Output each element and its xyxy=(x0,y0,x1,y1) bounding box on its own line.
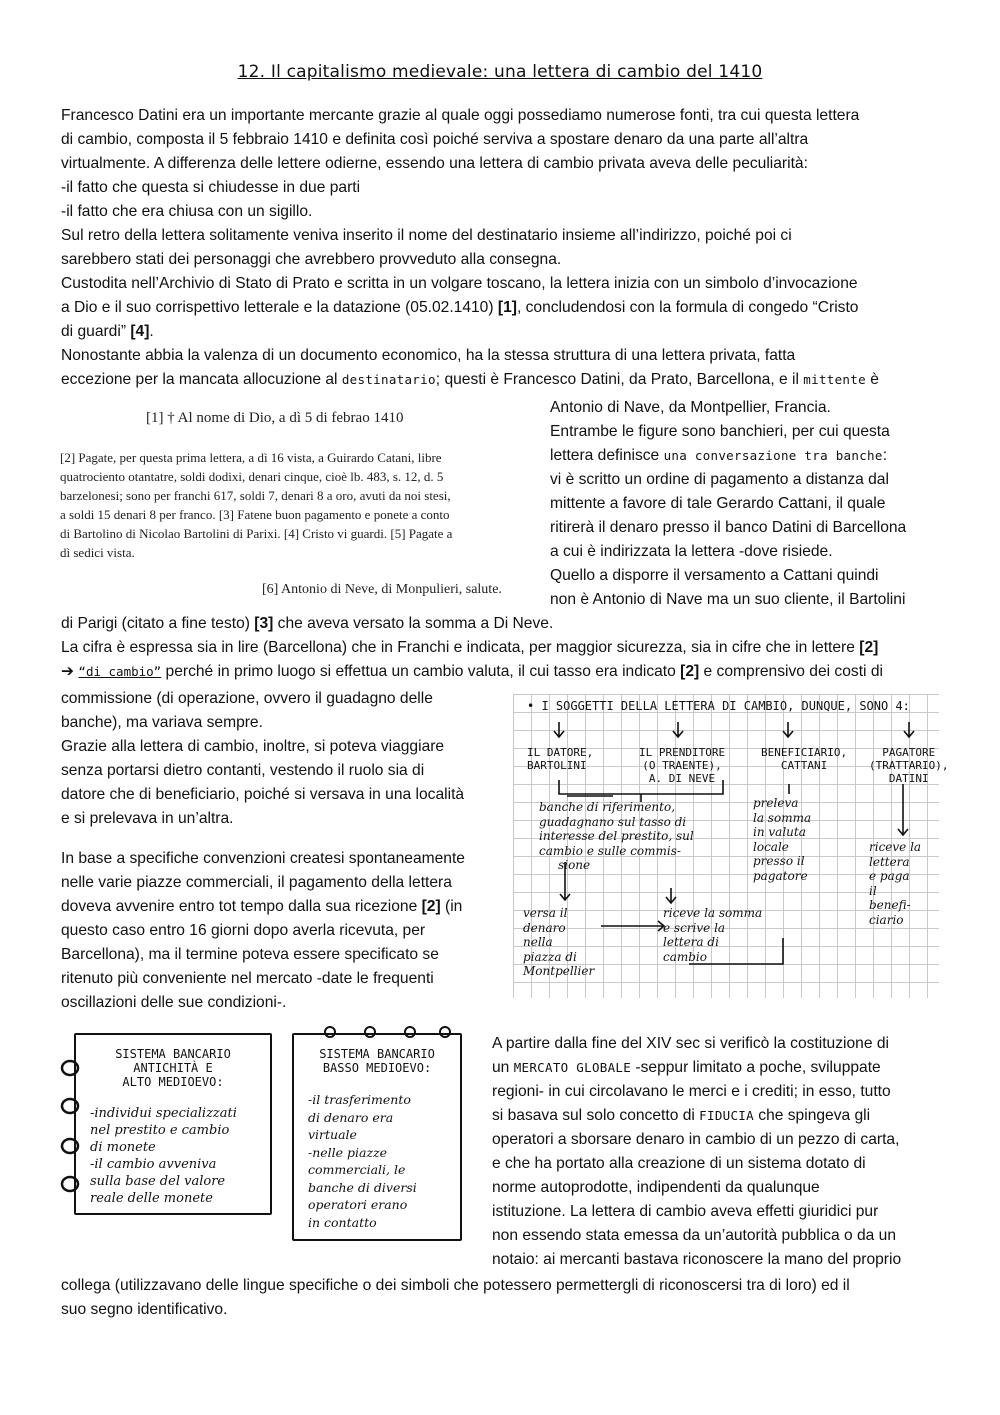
text-line: questo caso entro 16 giorni dopo averla ricevuta, per xyxy=(61,922,426,939)
text-line: istituzione. La lettera di cambio aveva effetti giuridici pur xyxy=(492,1203,879,1220)
notes-beneficiario: BENEFICIARIO, CATTANI xyxy=(761,746,848,772)
notes-riceve-somma: riceve la somma e scrive la lettera di cambio xyxy=(663,906,763,964)
card-title: SISTEMA BANCARIO ANTICHITÀ E ALTO MEDIOEVO: xyxy=(115,1047,231,1089)
text-line: suo segno identificativo. xyxy=(61,1301,228,1318)
text-line: regioni- in cui circolavano le merci e i crediti; in esso, tutto xyxy=(492,1083,891,1100)
notes-banche: banche di riferimento, guadagnano sul tasso di interesse del prestito, sul cambio e sulle commis- sione xyxy=(539,800,694,872)
text-line: Custodita nell’Archivio di Stato di Prato e scritta in un volgare toscano, la lettera inizia con un simbolo d’invocazione xyxy=(61,275,858,292)
card-alto-medioevo xyxy=(74,1033,272,1215)
excerpt-line: barzelonesi; sono per franchi 617, soldi 7, denari 8 a oro, avuti da noi stesi, xyxy=(60,488,451,503)
text-line xyxy=(61,662,883,682)
text-line xyxy=(492,1058,881,1078)
text-line: Barcellona), ma il termine poteva essere specificato se xyxy=(61,946,439,963)
text-line: virtualmente. A differenza delle lettere odierne, essendo una lettera di cambio privata aveva delle peculiarità: xyxy=(61,155,808,172)
excerpt-line: a soldi 15 denari 8 per franco. [3] Fatene buon pagamento e ponete a conto xyxy=(60,507,450,522)
notes-preleva: preleva la somma in valuta locale presso il pagatore xyxy=(753,796,812,883)
text-line: banche), ma variava sempre. xyxy=(61,714,263,731)
text-line: doveva avvenire entro tot tempo dalla sua ricezione [2] (in xyxy=(61,898,463,915)
text-line xyxy=(61,370,879,390)
excerpt-line: dì sedici vista. xyxy=(60,545,135,560)
text-line: Antonio di Nave, da Montpellier, Francia. xyxy=(550,399,831,416)
text-line: di Parigi (citato a fine testo) [3] che aveva versato la somma a Di Neve. xyxy=(61,615,554,632)
spiral-rings-icon xyxy=(58,1054,88,1204)
card-title: SISTEMA BANCARIO BASSO MEDIOEVO: xyxy=(319,1047,435,1075)
text-span: perché in primo luogo si effettua un cambio valuta, il cui tasso era indicato [2] e comprensivo dei costi di xyxy=(161,663,883,680)
text-span: si basava sul solo concetto di xyxy=(492,1107,700,1124)
card-line: nel prestito e cambio xyxy=(90,1123,230,1138)
excerpt-line: di Bartolino di Nicolao Bartolini di Parixi. [4] Cristo vi guardi. [5] Pagate a xyxy=(60,526,453,541)
text-line: Nonostante abbia la valenza di un documento economico, ha la stessa struttura di una lettera privata, fatta xyxy=(61,347,796,364)
handwritten-word: destinatario xyxy=(341,372,436,387)
notes-datore: IL DATORE, BARTOLINI xyxy=(527,746,594,772)
text-line xyxy=(492,1106,870,1126)
card-line: in contatto xyxy=(308,1214,377,1230)
text-line: ritirerà il denaro presso il banco Datini di Barcellona xyxy=(550,519,907,536)
text-line: commissione (di operazione, ovvero il guadagno delle xyxy=(61,690,433,707)
text-span: lettera definisce xyxy=(550,447,664,464)
card-line: -nelle piazze xyxy=(308,1144,388,1160)
card-line: -il cambio avveniva xyxy=(90,1157,217,1172)
text-line: vi è scritto un ordine di pagamento a distanza dal xyxy=(550,471,889,488)
letter-excerpt-image xyxy=(60,400,522,610)
text-line: A partire dalla fine del XIV sec si verificò la costituzione di xyxy=(492,1035,889,1052)
card-line: di monete xyxy=(90,1140,156,1155)
excerpt-line: [2] Pagate, per questa prima lettera, a dì 16 vista, a Guirardo Catani, libre xyxy=(60,450,442,465)
text-span: è xyxy=(865,371,879,388)
card-line: di denaro era xyxy=(308,1109,394,1125)
text-line: sarebbero stati dei personaggi che avrebbero provveduto alla consegna. xyxy=(61,251,562,268)
text-line: datore che di beneficiario, poiché si versava in una località xyxy=(61,786,465,803)
card-basso-medioevo xyxy=(292,1033,462,1241)
handwritten-phrase: “di cambio” xyxy=(78,664,162,679)
text-line: notaio: ai mercanti bastava riconoscere la mano del proprio xyxy=(492,1251,902,1268)
excerpt-line: [1] † Al nome di Dio, a dì 5 di febrao 1410 xyxy=(146,410,404,426)
spiral-rings-icon xyxy=(300,1025,470,1039)
handwritten-phrase: MERCATO GLOBALE xyxy=(513,1060,632,1075)
text-line: a Dio e il suo corrispettivo letterale e la datazione (05.02.1410) [1], concludendosi con la formula di congedo “Cristo xyxy=(61,299,859,316)
handwritten-word: mittente xyxy=(803,372,866,387)
card-body xyxy=(90,1105,237,1207)
handwritten-notes-diagram xyxy=(513,694,949,998)
card-line: reale delle monete xyxy=(90,1191,213,1206)
text-line xyxy=(550,446,887,466)
text-line: norme autoprodotte, indipendenti da qualunque xyxy=(492,1179,820,1196)
card-body xyxy=(308,1091,417,1231)
text-line: non è Antonio di Nave ma un suo cliente, il Bartolini xyxy=(550,591,906,608)
text-line: Entrambe le figure sono banchieri, per cui questa xyxy=(550,423,890,440)
card-line: virtuale xyxy=(308,1127,357,1142)
text-line: In base a specifiche convenzioni createsi spontaneamente xyxy=(61,850,465,867)
card-line: sulla base del valore xyxy=(90,1174,226,1189)
text-span: che spingeva gli xyxy=(753,1107,871,1124)
excerpt-line: quatrociento otantatre, soldi dodixi, denari cinque, cioè lb. 483, s. 12, d. 5 xyxy=(60,469,444,484)
text-span: : xyxy=(882,447,888,464)
text-span: -seppur limitato a poche, sviluppate xyxy=(631,1059,881,1076)
text-line: senza portarsi dietro contanti, vestendo il ruolo sia di xyxy=(61,762,425,779)
text-line: operatori a sborsare denaro in cambio di un pezzo di carta, xyxy=(492,1131,900,1148)
card-line: commerciali, le xyxy=(308,1162,406,1177)
text-line: Grazie alla lettera di cambio, inoltre, si poteva viaggiare xyxy=(61,738,445,755)
notes-versa: versa il denaro nella piazza di Montpellier xyxy=(523,906,595,978)
text-span: ; questi è Francesco Datini, da Prato, Barcellona, e il xyxy=(435,371,804,388)
text-span: un xyxy=(492,1059,514,1076)
text-line: La cifra è espressa sia in lire (Barcellona) che in Franchi e indicata, per maggior sicurezza, sia in cifre che in lettere [2] xyxy=(61,639,879,656)
text-span: eccezione per la mancata allocuzione al xyxy=(61,371,342,388)
notes-pagatore: PAGATORE (TRATTARIO), DATINI xyxy=(869,746,949,785)
text-line: di guardi” [4]. xyxy=(61,323,154,340)
excerpt-line: [6] Antonio di Neve, di Monpulieri, salute. xyxy=(262,582,502,597)
text-line: mittente a favore di tale Gerardo Cattani, il quale xyxy=(550,495,886,512)
card-line: -il trasferimento xyxy=(308,1092,411,1107)
text-line: oscillazioni delle sue condizioni-. xyxy=(61,994,287,1011)
text-line: Francesco Datini era un importante mercante grazie al quale oggi possediamo numerose fonti, tra cui questa lettera xyxy=(61,107,860,124)
text-line: Quello a disporre il versamento a Cattani quindi xyxy=(550,567,879,584)
text-line: -il fatto che era chiusa con un sigillo. xyxy=(61,203,313,220)
text-line: di cambio, composta il 5 febbraio 1410 e definita così poiché serviva a spostare denaro da una parte all’altra xyxy=(61,131,809,148)
arrow-icon: ➔ xyxy=(61,663,75,680)
notes-riceve-lettera: riceve la lettera e paga il benefi- ciario xyxy=(869,840,922,927)
page-title: 12. Il capitalismo medievale: una lettera di cambio del 1410 xyxy=(237,62,763,82)
text-line: collega (utilizzavano delle lingue specifiche o dei simboli che potessero permettergli di riconoscersi tra di loro) ed il xyxy=(61,1277,850,1294)
text-line: Sul retro della lettera solitamente veniva inserito il nome del destinatario insieme all’indirizzo, poiché poi ci xyxy=(61,227,792,244)
card-line: -individui specializzati xyxy=(90,1106,237,1121)
text-line: non essendo stata emessa da un’autorità pubblica o da un xyxy=(492,1227,896,1244)
text-line: a cui è indirizzata la lettera -dove risiede. xyxy=(550,543,833,560)
text-line: ritenuto più conveniente nel mercato -date le frequenti xyxy=(61,970,434,987)
notes-header: • I SOGGETTI DELLA LETTERA DI CAMBIO, DUNQUE, SONO 4: xyxy=(527,699,910,713)
notes-prenditore: IL PRENDITORE (O TRAENTE), A. DI NEVE xyxy=(639,746,726,785)
text-line: e che ha portato alla creazione di un sistema dotato di xyxy=(492,1155,866,1172)
card-line: banche di diversi xyxy=(308,1179,417,1195)
text-line: nelle varie piazze commerciali, il pagamento della lettera xyxy=(61,874,452,891)
handwritten-word: FIDUCIA xyxy=(699,1108,754,1123)
text-line: e si prelevava in un’altra. xyxy=(61,810,234,827)
handwritten-phrase: una conversazione tra banche xyxy=(663,448,883,463)
card-line: operatori erano xyxy=(308,1197,408,1212)
text-line: -il fatto che questa si chiudesse in due parti xyxy=(61,179,361,196)
